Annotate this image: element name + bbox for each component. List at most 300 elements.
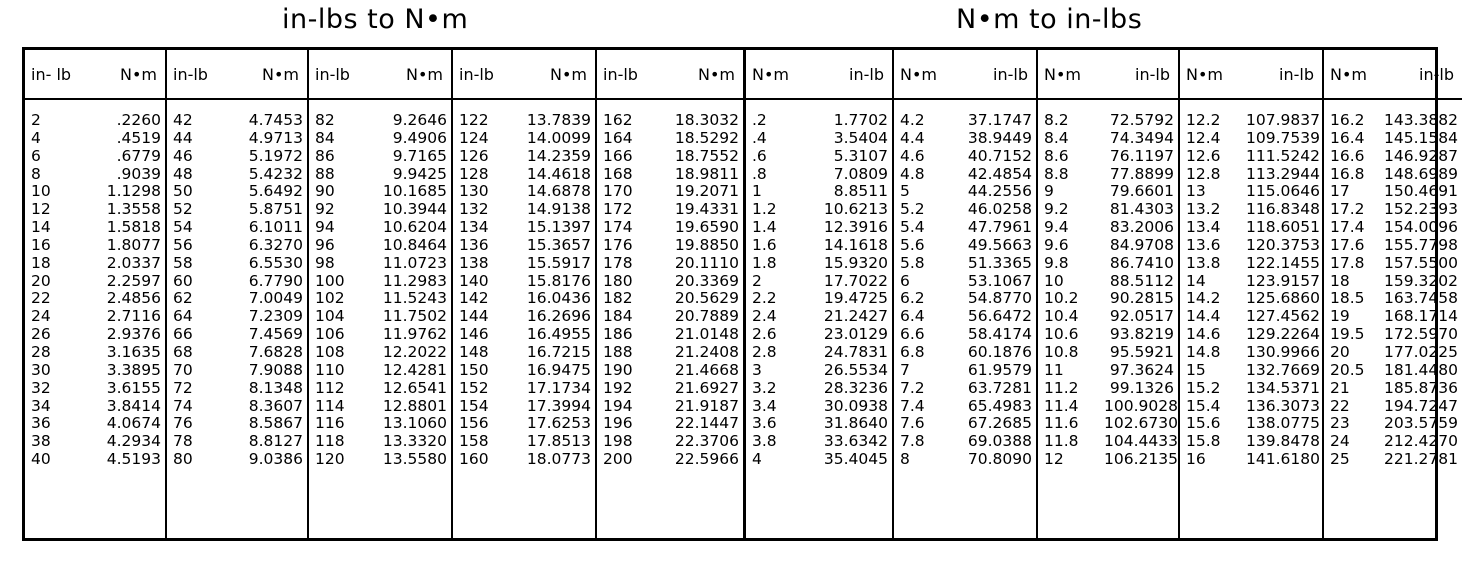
input-header: in-lb bbox=[309, 50, 379, 100]
input-cell: 17 bbox=[1330, 182, 1350, 201]
converted-cell: 1.1298 bbox=[106, 182, 161, 201]
input-cell: 4.6 bbox=[900, 146, 925, 165]
input-values bbox=[167, 112, 233, 469]
converted-cell: .6779 bbox=[116, 146, 161, 165]
converted-cell: 194.7247 bbox=[1384, 396, 1458, 415]
converted-cell: 21.9187 bbox=[674, 396, 739, 415]
converted-cell: 14.0099 bbox=[526, 128, 591, 147]
converted-cell: 30.0938 bbox=[823, 396, 888, 415]
converted-cell: 9.2646 bbox=[392, 111, 447, 129]
input-cell: 44 bbox=[173, 128, 193, 147]
input-cell: 11.2 bbox=[1044, 378, 1079, 397]
input-cell: 200 bbox=[603, 450, 633, 469]
converted-cell: 14.9138 bbox=[526, 200, 591, 219]
input-cell: 198 bbox=[603, 432, 633, 451]
converted-cell: 9.7165 bbox=[392, 146, 447, 165]
column-group-2 bbox=[167, 50, 309, 538]
converted-cell: 99.1326 bbox=[1109, 378, 1174, 397]
input-cell: 18.5 bbox=[1330, 289, 1365, 308]
converted-values bbox=[233, 112, 307, 469]
converted-header: N•m bbox=[91, 50, 165, 100]
converted-cell: 2.9376 bbox=[106, 325, 161, 344]
input-values bbox=[1324, 112, 1384, 469]
converted-cell: 10.3944 bbox=[382, 200, 447, 219]
converted-header: N•m bbox=[523, 50, 595, 100]
converted-cell: 6.3270 bbox=[248, 235, 303, 254]
converted-cell: 5.4232 bbox=[248, 164, 303, 183]
input-cell: 10.8 bbox=[1044, 342, 1079, 361]
converted-column bbox=[1384, 50, 1462, 538]
converted-values bbox=[962, 112, 1036, 469]
converted-cell: 92.0517 bbox=[1109, 307, 1174, 326]
converted-cell: 123.9157 bbox=[1246, 271, 1320, 290]
converted-cell: 93.8219 bbox=[1109, 325, 1174, 344]
input-column bbox=[25, 50, 91, 538]
converted-cell: 14.1618 bbox=[823, 235, 888, 254]
converted-cell: 58.4174 bbox=[967, 325, 1032, 344]
converted-cell: 22.1447 bbox=[674, 414, 739, 433]
converted-cell: 19.4725 bbox=[823, 289, 888, 308]
converted-cell: 4.7453 bbox=[248, 111, 303, 129]
converted-cell: 5.6492 bbox=[248, 182, 303, 201]
input-cell: 6 bbox=[31, 146, 41, 165]
input-cell: 38 bbox=[31, 432, 51, 451]
input-cell: 22 bbox=[31, 289, 51, 308]
converted-cell: 125.6860 bbox=[1246, 289, 1320, 308]
input-cell: 152 bbox=[459, 378, 489, 397]
converted-cell: 20.1110 bbox=[674, 253, 739, 272]
converted-column bbox=[1104, 50, 1178, 538]
input-cell: 164 bbox=[603, 128, 633, 147]
input-cell: 30 bbox=[31, 360, 51, 379]
input-cell: 7.2 bbox=[900, 378, 925, 397]
converted-cell: 17.1734 bbox=[526, 378, 591, 397]
input-cell: 190 bbox=[603, 360, 633, 379]
input-cell: 8.8 bbox=[1044, 164, 1069, 183]
input-cell: 16.2 bbox=[1330, 111, 1365, 129]
converted-cell: 84.9708 bbox=[1109, 235, 1174, 254]
converted-cell: 9.4906 bbox=[392, 128, 447, 147]
input-cell: 72 bbox=[173, 378, 193, 397]
converted-cell: 3.3895 bbox=[106, 360, 161, 379]
converted-cell: 35.4045 bbox=[823, 450, 888, 469]
converted-cell: 138.0775 bbox=[1246, 414, 1320, 433]
converted-values bbox=[379, 112, 451, 469]
input-cell: 13.2 bbox=[1186, 200, 1221, 219]
input-cell: 13.6 bbox=[1186, 235, 1221, 254]
input-cell: 102 bbox=[315, 289, 345, 308]
input-cell: 1.6 bbox=[752, 235, 777, 254]
converted-cell: 132.7669 bbox=[1246, 360, 1320, 379]
input-cell: 8.4 bbox=[1044, 128, 1069, 147]
converted-cell: 2.7116 bbox=[106, 307, 161, 326]
input-cell: 16.6 bbox=[1330, 146, 1365, 165]
converted-cell: 16.0436 bbox=[526, 289, 591, 308]
converted-cell: 109.7539 bbox=[1246, 128, 1320, 147]
input-cell: 12.6 bbox=[1186, 146, 1221, 165]
input-cell: 10.2 bbox=[1044, 289, 1079, 308]
converted-cell: 47.7961 bbox=[967, 218, 1032, 237]
converted-cell: 12.2022 bbox=[382, 342, 447, 361]
converted-cell: 18.0773 bbox=[526, 450, 591, 469]
input-cell: 140 bbox=[459, 271, 489, 290]
input-cell: 3 bbox=[752, 360, 762, 379]
input-values bbox=[894, 112, 962, 469]
input-cell: 182 bbox=[603, 289, 633, 308]
input-cell: 15.6 bbox=[1186, 414, 1221, 433]
input-cell: 174 bbox=[603, 218, 633, 237]
input-cell: 108 bbox=[315, 342, 345, 361]
converted-cell: 17.7022 bbox=[823, 271, 888, 290]
input-cell: 104 bbox=[315, 307, 345, 326]
input-values bbox=[746, 112, 816, 469]
input-cell: 7 bbox=[900, 360, 910, 379]
converted-cell: 3.8414 bbox=[106, 396, 161, 415]
converted-cell: 116.8348 bbox=[1246, 200, 1320, 219]
converted-cell: 16.9475 bbox=[526, 360, 591, 379]
input-cell: 9.6 bbox=[1044, 235, 1069, 254]
input-cell: 170 bbox=[603, 182, 633, 201]
input-cell: 76 bbox=[173, 414, 193, 433]
converted-cell: 13.7839 bbox=[526, 111, 591, 129]
input-cell: 10 bbox=[1044, 271, 1064, 290]
converted-cell: 154.0096 bbox=[1384, 218, 1458, 237]
converted-cell: 11.2983 bbox=[382, 271, 447, 290]
input-cell: 120 bbox=[315, 450, 345, 469]
input-values bbox=[25, 112, 91, 469]
input-cell: 14.4 bbox=[1186, 307, 1221, 326]
converted-cell: 79.6601 bbox=[1109, 182, 1174, 201]
input-cell: 18 bbox=[31, 253, 51, 272]
input-column bbox=[309, 50, 379, 538]
converted-cell: 20.5629 bbox=[674, 289, 739, 308]
input-cell: 126 bbox=[459, 146, 489, 165]
converted-cell: 8.5867 bbox=[248, 414, 303, 433]
converted-cell: 95.5921 bbox=[1109, 342, 1174, 361]
converted-cell: 77.8899 bbox=[1109, 164, 1174, 183]
input-cell: 52 bbox=[173, 200, 193, 219]
converted-cell: 4.2934 bbox=[106, 432, 161, 451]
converted-column bbox=[91, 50, 165, 538]
input-cell: 1.8 bbox=[752, 253, 777, 272]
column-group-7 bbox=[894, 50, 1038, 538]
input-cell: 4 bbox=[31, 128, 41, 147]
input-column bbox=[453, 50, 523, 538]
input-values bbox=[597, 112, 669, 469]
converted-cell: 90.2815 bbox=[1109, 289, 1174, 308]
input-cell: 7.8 bbox=[900, 432, 925, 451]
input-cell: 26 bbox=[31, 325, 51, 344]
input-cell: 180 bbox=[603, 271, 633, 290]
input-cell: 9 bbox=[1044, 182, 1054, 201]
converted-cell: 31.8640 bbox=[823, 414, 888, 433]
converted-cell: 12.4281 bbox=[382, 360, 447, 379]
converted-values bbox=[669, 112, 743, 469]
converted-cell: 113.2944 bbox=[1246, 164, 1320, 183]
input-cell: 6 bbox=[900, 271, 910, 290]
input-cell: 192 bbox=[603, 378, 633, 397]
input-cell: 142 bbox=[459, 289, 489, 308]
converted-cell: 20.7889 bbox=[674, 307, 739, 326]
converted-column bbox=[379, 50, 451, 538]
input-column bbox=[167, 50, 233, 538]
converted-cell: 106.2135 bbox=[1104, 450, 1178, 469]
converted-cell: 12.6541 bbox=[382, 378, 447, 397]
converted-cell: 22.3706 bbox=[674, 432, 739, 451]
input-cell: 7.4 bbox=[900, 396, 925, 415]
input-cell: 22 bbox=[1330, 396, 1350, 415]
converted-cell: 159.3202 bbox=[1384, 271, 1458, 290]
converted-header: N•m bbox=[233, 50, 307, 100]
converted-cell: 7.4569 bbox=[248, 325, 303, 344]
converted-cell: 163.7458 bbox=[1384, 289, 1458, 308]
input-cell: 82 bbox=[315, 111, 335, 129]
column-group-6 bbox=[746, 50, 894, 538]
input-cell: 54 bbox=[173, 218, 193, 237]
converted-cell: 13.5580 bbox=[382, 450, 447, 469]
input-cell: 24 bbox=[1330, 432, 1350, 451]
input-cell: 16.8 bbox=[1330, 164, 1365, 183]
input-cell: 122 bbox=[459, 111, 489, 129]
input-cell: 17.2 bbox=[1330, 200, 1365, 219]
input-cell: 1.2 bbox=[752, 200, 777, 219]
converted-cell: 7.0049 bbox=[248, 289, 303, 308]
converted-cell: 155.7798 bbox=[1384, 235, 1458, 254]
input-cell: 144 bbox=[459, 307, 489, 326]
input-cell: 21 bbox=[1330, 378, 1350, 397]
input-cell: 176 bbox=[603, 235, 633, 254]
converted-cell: 6.7790 bbox=[248, 271, 303, 290]
input-column bbox=[894, 50, 962, 538]
converted-cell: 21.6927 bbox=[674, 378, 739, 397]
converted-values bbox=[1384, 112, 1462, 469]
input-cell: 128 bbox=[459, 164, 489, 183]
input-cell: 8 bbox=[900, 450, 910, 469]
input-cell: 94 bbox=[315, 218, 335, 237]
converted-cell: 69.0388 bbox=[967, 432, 1032, 451]
input-column bbox=[1180, 50, 1246, 538]
conversion-table bbox=[22, 47, 1458, 541]
input-cell: 5.8 bbox=[900, 253, 925, 272]
converted-cell: 26.5534 bbox=[823, 360, 888, 379]
converted-cell: 172.5970 bbox=[1384, 325, 1458, 344]
converted-header: in-lb bbox=[962, 50, 1036, 100]
input-cell: 4 bbox=[752, 450, 762, 469]
input-values bbox=[453, 112, 523, 469]
converted-cell: 22.5966 bbox=[674, 450, 739, 469]
converted-cell: 107.9837 bbox=[1246, 111, 1320, 129]
input-cell: 130 bbox=[459, 182, 489, 201]
input-cell: 4.4 bbox=[900, 128, 925, 147]
input-cell: 74 bbox=[173, 396, 193, 415]
input-cell: 32 bbox=[31, 378, 51, 397]
input-cell: 154 bbox=[459, 396, 489, 415]
input-cell: 20 bbox=[1330, 342, 1350, 361]
converted-cell: 11.9762 bbox=[382, 325, 447, 344]
input-cell: 15.4 bbox=[1186, 396, 1221, 415]
converted-cell: 150.4691 bbox=[1384, 182, 1458, 201]
converted-cell: 11.7502 bbox=[382, 307, 447, 326]
input-cell: 168 bbox=[603, 164, 633, 183]
input-cell: 58 bbox=[173, 253, 193, 272]
converted-cell: 10.6213 bbox=[823, 200, 888, 219]
converted-values bbox=[91, 112, 165, 469]
input-cell: 124 bbox=[459, 128, 489, 147]
converted-cell: 67.2685 bbox=[967, 414, 1032, 433]
input-cell: 11.8 bbox=[1044, 432, 1079, 451]
input-cell: 148 bbox=[459, 342, 489, 361]
converted-cell: 221.2781 bbox=[1384, 450, 1458, 469]
input-cell: 10.6 bbox=[1044, 325, 1079, 344]
converted-column bbox=[1246, 50, 1322, 538]
converted-cell: 17.8513 bbox=[526, 432, 591, 451]
converted-cell: 11.5243 bbox=[382, 289, 447, 308]
input-cell: 9.4 bbox=[1044, 218, 1069, 237]
converted-cell: 136.3073 bbox=[1246, 396, 1320, 415]
converted-cell: 42.4854 bbox=[967, 164, 1032, 183]
input-cell: 138 bbox=[459, 253, 489, 272]
converted-cell: 17.6253 bbox=[526, 414, 591, 433]
converted-cell: 61.9579 bbox=[967, 360, 1032, 379]
converted-cell: 2.0337 bbox=[106, 253, 161, 272]
converted-cell: 12.3916 bbox=[823, 218, 888, 237]
input-cell: 2.4 bbox=[752, 307, 777, 326]
converted-cell: 2.4856 bbox=[106, 289, 161, 308]
converted-cell: 15.1397 bbox=[526, 218, 591, 237]
input-header: N•m bbox=[1180, 50, 1246, 100]
converted-cell: 38.9449 bbox=[967, 128, 1032, 147]
input-cell: 3.8 bbox=[752, 432, 777, 451]
converted-cell: 65.4983 bbox=[967, 396, 1032, 415]
converted-cell: 37.1747 bbox=[967, 111, 1032, 129]
converted-values bbox=[523, 112, 595, 469]
input-cell: 80 bbox=[173, 450, 193, 469]
input-cell: 16 bbox=[31, 235, 51, 254]
input-cell: 9.2 bbox=[1044, 200, 1069, 219]
input-cell: 64 bbox=[173, 307, 193, 326]
converted-column bbox=[816, 50, 892, 538]
converted-cell: 63.7281 bbox=[967, 378, 1032, 397]
input-cell: 6.6 bbox=[900, 325, 925, 344]
converted-cell: 17.3994 bbox=[526, 396, 591, 415]
converted-cell: 21.0148 bbox=[674, 325, 739, 344]
input-cell: 10.4 bbox=[1044, 307, 1079, 326]
input-cell: 98 bbox=[315, 253, 335, 272]
converted-cell: 100.9028 bbox=[1104, 396, 1178, 415]
converted-cell: 51.3365 bbox=[967, 253, 1032, 272]
input-cell: 68 bbox=[173, 342, 193, 361]
input-cell: 14.8 bbox=[1186, 342, 1221, 361]
input-cell: 160 bbox=[459, 450, 489, 469]
input-cell: 5 bbox=[900, 182, 910, 201]
input-cell: 162 bbox=[603, 111, 633, 129]
converted-cell: 53.1067 bbox=[967, 271, 1032, 290]
input-cell: 12.4 bbox=[1186, 128, 1221, 147]
converted-cell: 181.4480 bbox=[1384, 360, 1458, 379]
input-cell: 8.2 bbox=[1044, 111, 1069, 129]
input-header: in- lb bbox=[25, 50, 91, 100]
converted-header: in-lb bbox=[1246, 50, 1322, 100]
converted-cell: 5.8751 bbox=[248, 200, 303, 219]
input-cell: 20.5 bbox=[1330, 360, 1365, 379]
converted-cell: 139.8478 bbox=[1246, 432, 1320, 451]
converted-cell: 15.9320 bbox=[823, 253, 888, 272]
input-cell: 5.4 bbox=[900, 218, 925, 237]
converted-cell: 5.1972 bbox=[248, 146, 303, 165]
input-cell: 132 bbox=[459, 200, 489, 219]
heading-in-lbs-to-nm: in-lbs to N•m bbox=[282, 4, 469, 35]
converted-cell: 88.5112 bbox=[1109, 271, 1174, 290]
input-cell: 15.8 bbox=[1186, 432, 1221, 451]
converted-cell: 14.6878 bbox=[526, 182, 591, 201]
input-cell: 19 bbox=[1330, 307, 1350, 326]
converted-cell: 7.2309 bbox=[248, 307, 303, 326]
input-cell: 3.4 bbox=[752, 396, 777, 415]
converted-cell: 14.2359 bbox=[526, 146, 591, 165]
input-cell: 6.4 bbox=[900, 307, 925, 326]
input-cell: 2 bbox=[31, 111, 41, 129]
converted-cell: 19.4331 bbox=[674, 200, 739, 219]
input-cell: 114 bbox=[315, 396, 345, 415]
input-cell: 166 bbox=[603, 146, 633, 165]
column-group-8 bbox=[1038, 50, 1180, 538]
converted-values bbox=[816, 112, 892, 469]
converted-column bbox=[233, 50, 307, 538]
converted-cell: 74.3494 bbox=[1109, 128, 1174, 147]
converted-cell: 1.3558 bbox=[106, 200, 161, 219]
input-cell: 34 bbox=[31, 396, 51, 415]
converted-cell: 8.3607 bbox=[248, 396, 303, 415]
converted-column bbox=[523, 50, 595, 538]
converted-cell: 157.5500 bbox=[1384, 253, 1458, 272]
input-cell: 90 bbox=[315, 182, 335, 201]
converted-column bbox=[669, 50, 743, 538]
input-cell: 23 bbox=[1330, 414, 1350, 433]
converted-cell: 76.1197 bbox=[1109, 146, 1174, 165]
converted-cell: 4.0674 bbox=[106, 414, 161, 433]
input-cell: 1.4 bbox=[752, 218, 777, 237]
converted-cell: 9.9425 bbox=[392, 164, 447, 183]
input-cell: 2.8 bbox=[752, 342, 777, 361]
input-column bbox=[746, 50, 816, 538]
input-cell: 2.2 bbox=[752, 289, 777, 308]
converted-cell: 5.3107 bbox=[833, 146, 888, 165]
input-cell: 2.6 bbox=[752, 325, 777, 344]
input-cell: 134 bbox=[459, 218, 489, 237]
input-cell: 16.4 bbox=[1330, 128, 1365, 147]
input-cell: 28 bbox=[31, 342, 51, 361]
input-header: N•m bbox=[1324, 50, 1384, 100]
converted-cell: 1.8077 bbox=[106, 235, 161, 254]
input-header: in-lb bbox=[453, 50, 523, 100]
input-cell: 118 bbox=[315, 432, 345, 451]
input-header: N•m bbox=[1038, 50, 1104, 100]
converted-cell: 18.3032 bbox=[674, 111, 739, 129]
converted-cell: 141.6180 bbox=[1246, 450, 1320, 469]
converted-cell: 19.8850 bbox=[674, 235, 739, 254]
input-cell: 19.5 bbox=[1330, 325, 1365, 344]
converted-cell: 10.8464 bbox=[382, 235, 447, 254]
input-cell: 92 bbox=[315, 200, 335, 219]
input-cell: 5.6 bbox=[900, 235, 925, 254]
input-cell: 12.2 bbox=[1186, 111, 1221, 129]
converted-column bbox=[962, 50, 1036, 538]
input-cell: 50 bbox=[173, 182, 193, 201]
converted-cell: 44.2556 bbox=[967, 182, 1032, 201]
input-cell: 110 bbox=[315, 360, 345, 379]
converted-cell: 203.5759 bbox=[1384, 414, 1458, 433]
converted-cell: 7.0809 bbox=[833, 164, 888, 183]
